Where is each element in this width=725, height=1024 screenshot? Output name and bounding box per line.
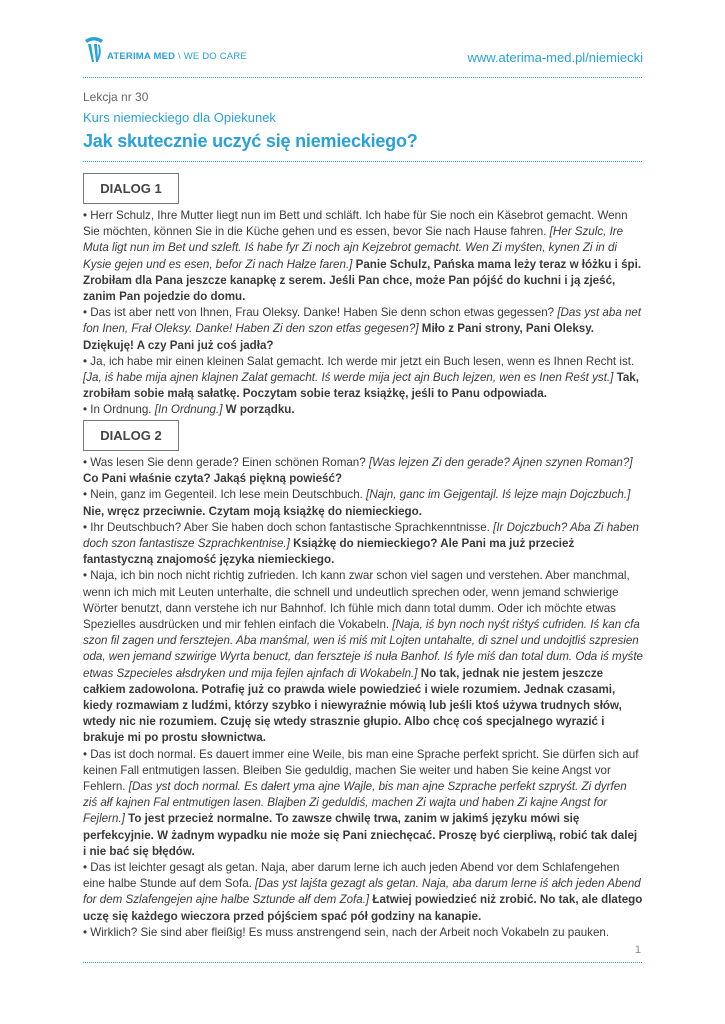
german-text: • Das ist doch normal. Es dauert immer eine Weile, bis man eine Sprache perfekt spricht. Sie dürfen sich auf keinen Fall entmutigen lassen. Bleiben Sie geduldig, machen Sie weiter und haben Sie keine Angst vor Fehlern. (83, 747, 639, 794)
dialog-line (83, 487, 643, 519)
phonetic-text: [Das yst lajśta gezagt als getan. Naja, aba darum lerne iś ałch jeden Abend for dem Szlafengejen ajne halbe Sztunde ałf dem Zofa.] (83, 877, 641, 907)
dialog-line (83, 305, 643, 354)
page-title: Jak skutecznie uczyć się niemieckiego? (83, 131, 418, 151)
polish-translation: To jest przecież normalne. To zawsze chwilę trwa, zanim w jakimś języku mówi się perfekcyjnie. W żadnym wypadku nie może się Pani zniechęcać. Proszę być cierpliwą, robić tak dalej i nie bać się błędów. (83, 812, 638, 858)
phonetic-text: [Ja, iś habe mija ajnen klajnen Zalat gemacht. Iś werde mija ject ajn Buch lejzen, wen es Inen Reśt yst.] (83, 371, 614, 385)
lesson-label: Lekcja nr 30 (83, 90, 149, 104)
logo (83, 32, 247, 66)
german-text: • Herr Schulz, Ihre Mutter liegt nun im Bett und schläft. Ich habe für Sie noch ein Käsebrot gemacht. Wenn Sie möchten, können Sie in die Küche gehen und es essen, bevor Sie nach Hause fahren. (83, 209, 628, 239)
divider-title (83, 161, 642, 162)
polish-translation: Miło z Pani strony, Pani Oleksy. Dziękuję! A czy Pani już coś jadła? (83, 322, 595, 352)
german-text: • Wirklich? Sie sind aber fleißig! Es muss anstrengend sein, nach der Arbeit noch Vokabeln zu pauken. (83, 925, 610, 939)
german-text: • Nein, ganz im Gegenteil. Ich lese mein Deutschbuch. (83, 488, 363, 502)
page-number: 1 (634, 944, 641, 956)
course-label: Kurs niemieckiego dla Opiekunek (83, 110, 276, 125)
dialog-line (83, 354, 643, 403)
polish-translation: W porządku. (225, 403, 295, 417)
german-text: • Das ist aber nett von Ihnen, Frau Oleksy. Danke! Haben Sie denn schon etwas gegessen? (83, 306, 555, 320)
german-text: • Was lesen Sie denn gerade? Einen schönen Roman? (83, 456, 366, 469)
dialog-line (83, 455, 643, 487)
german-text: • Das ist leichter gesagt als getan. Naja, aber darum lerne ich auch jeden Abend vor dem Schlafengehen eine halbe Stunde auf dem Sofa. (83, 861, 620, 891)
dialog-1-text (83, 208, 643, 419)
polish-translation: Panie Schulz, Pańska mama leży teraz w łóżku i śpi. Zrobiłam dla Pana jeszcze kanapkę z serem. Jeśli Pan chce, może Pan pójść do kuchni i ją zjeść, zanim Pan pojedzie do domu. (83, 257, 642, 304)
polish-translation: Książkę do niemieckiego? Ale Pani ma już przecież fantastyczną znajomość języka niemieckiego. (83, 537, 575, 567)
phonetic-text: [Was lejzen Zi den gerade? Ajnen szynen Roman?] (368, 456, 633, 469)
german-text: • Ihr Deutschbuch? Aber Sie haben doch schon fantastische Sprachkenntnisse. (83, 520, 490, 534)
aterima-logo-icon (83, 34, 105, 64)
dialog-2-text (83, 455, 643, 941)
polish-translation: Nie, wręcz przeciwnie. Czytam moją książkę do niemieckiego. (83, 504, 422, 518)
divider-top (83, 77, 642, 78)
phonetic-text: [Naja, iś byn noch nyśt riśtyś cufriden. Iś kan cfa szon fil zagen und fersztejen. Aba manśmal, wen iś miś mit Lojten untahalte, di sznel und undojtliś szpresien oda, wen jemand szwirige Wyrta benuct, dan fersztejе iś nuła Banhof. Iś fyle miś dan total dum. Oda iś myśte etwas Szpecieles ałsdryken und mija fejlen ajnfach di Wokabeln.] (83, 618, 643, 680)
phonetic-text: [Najn, ganc im Gejgentajl. Iś lejze majn Dojczbuch.] (366, 488, 631, 502)
brand-name: ATERIMA MED (107, 50, 176, 62)
dialog-1-heading: DIALOG 1 (83, 173, 179, 204)
site-url[interactable]: www.aterima-med.pl/niemiecki (467, 50, 643, 65)
polish-translation: Łatwiej powiedzieć niż zrobić. No tak, ale dlatego uczę się każdego wieczora przed pójściem spać pół godziny na kanapie. (83, 893, 643, 923)
phonetic-text: [Das yst doch normal. Es dałert yma ajne Wajle, bis man ajne Szprache perfekt szpryśt. Zi dyrfen ziś ałf kajnen Fal entmutigen lasen. Blajben Zi geduldiś, machen Zi wajta und haben Zi kajne Angst for Fejlern.] (83, 780, 627, 826)
polish-translation: Tak, zrobiłam sobie małą sałatkę. Poczytam sobie teraz książkę, jeśli to Panu odpowiada. (83, 371, 639, 401)
page-header (83, 30, 643, 70)
phonetic-text: [Ir Dojczbuch? Aba Zi haben doch szon fantastisze Szprachkentnise.] (83, 520, 639, 551)
brand-separator: \ (178, 50, 181, 62)
polish-translation: Co Pani właśnie czyta? Jakąś piękną powieść? (83, 472, 343, 486)
dialog-2-heading: DIALOG 2 (83, 420, 179, 451)
dialog-line (83, 860, 643, 925)
brand-tagline: WE DO CARE (183, 50, 247, 62)
dialog-line (83, 747, 643, 860)
divider-bottom (83, 962, 642, 963)
phonetic-text: [Her Szulc, Ire Muta ligt nun im Bet und szleft. Iś habe fyr Zi noch ajn Kejzebrot gemacht. Wen Zi myśten, kynen Zi in di Kysie gejen und es esen, befor Zi nach Hałze faren.] (83, 225, 624, 271)
dialog-line (83, 520, 643, 569)
phonetic-text: [In Ordnung.] (154, 403, 223, 417)
german-text: • Ja, ich habe mir einen kleinen Salat gemacht. Ich werde mir jetzt ein Buch lesen, wenn es Ihnen Recht ist. (83, 354, 635, 368)
dialog-line (83, 568, 643, 746)
phonetic-text: [Das yst aba net fon Inen, Frał Oleksy. Danke! Haben Zi den szon etfas gegesen?] (83, 306, 642, 336)
german-text: • In Ordnung. (83, 403, 152, 417)
dialog-line (83, 925, 643, 941)
dialog-line (83, 402, 643, 418)
dialog-line (83, 208, 643, 305)
logo-text (107, 37, 247, 62)
german-text: • Naja, ich bin noch nicht richtig zufrieden. Ich kann zwar schon viel sagen und verstehen. Aber manchmal, wenn ich mich mit Leuten unterhalte, die schnell und undeutlich sprechen oder, wenn jemand schwierige Wörter benutzt, dann verstehe ich nur Bahnhof. Ich fühle mich dann total dumm. Oder ich möchte etwas Spezielles ausdrücken und mir fehlen einfach die Vokabeln. (83, 569, 630, 632)
polish-translation: No tak, jednak nie jestem jeszcze całkiem zadowolona. Potrafię już co prawda wiele powiedzieć i wiele rozumiem. Jednak czasami, kiedy rozmawiam z ludźmi, którzy szybko i niewyraźnie mówią lub jeśli ktoś używa trudnych słów, wtedy nic nie rozumiem. Czuję się wtedy strasznie głupio. Albo chcę coś specjalnego wyrazić i brakuje mi po prostu słownictwa. (83, 666, 622, 745)
